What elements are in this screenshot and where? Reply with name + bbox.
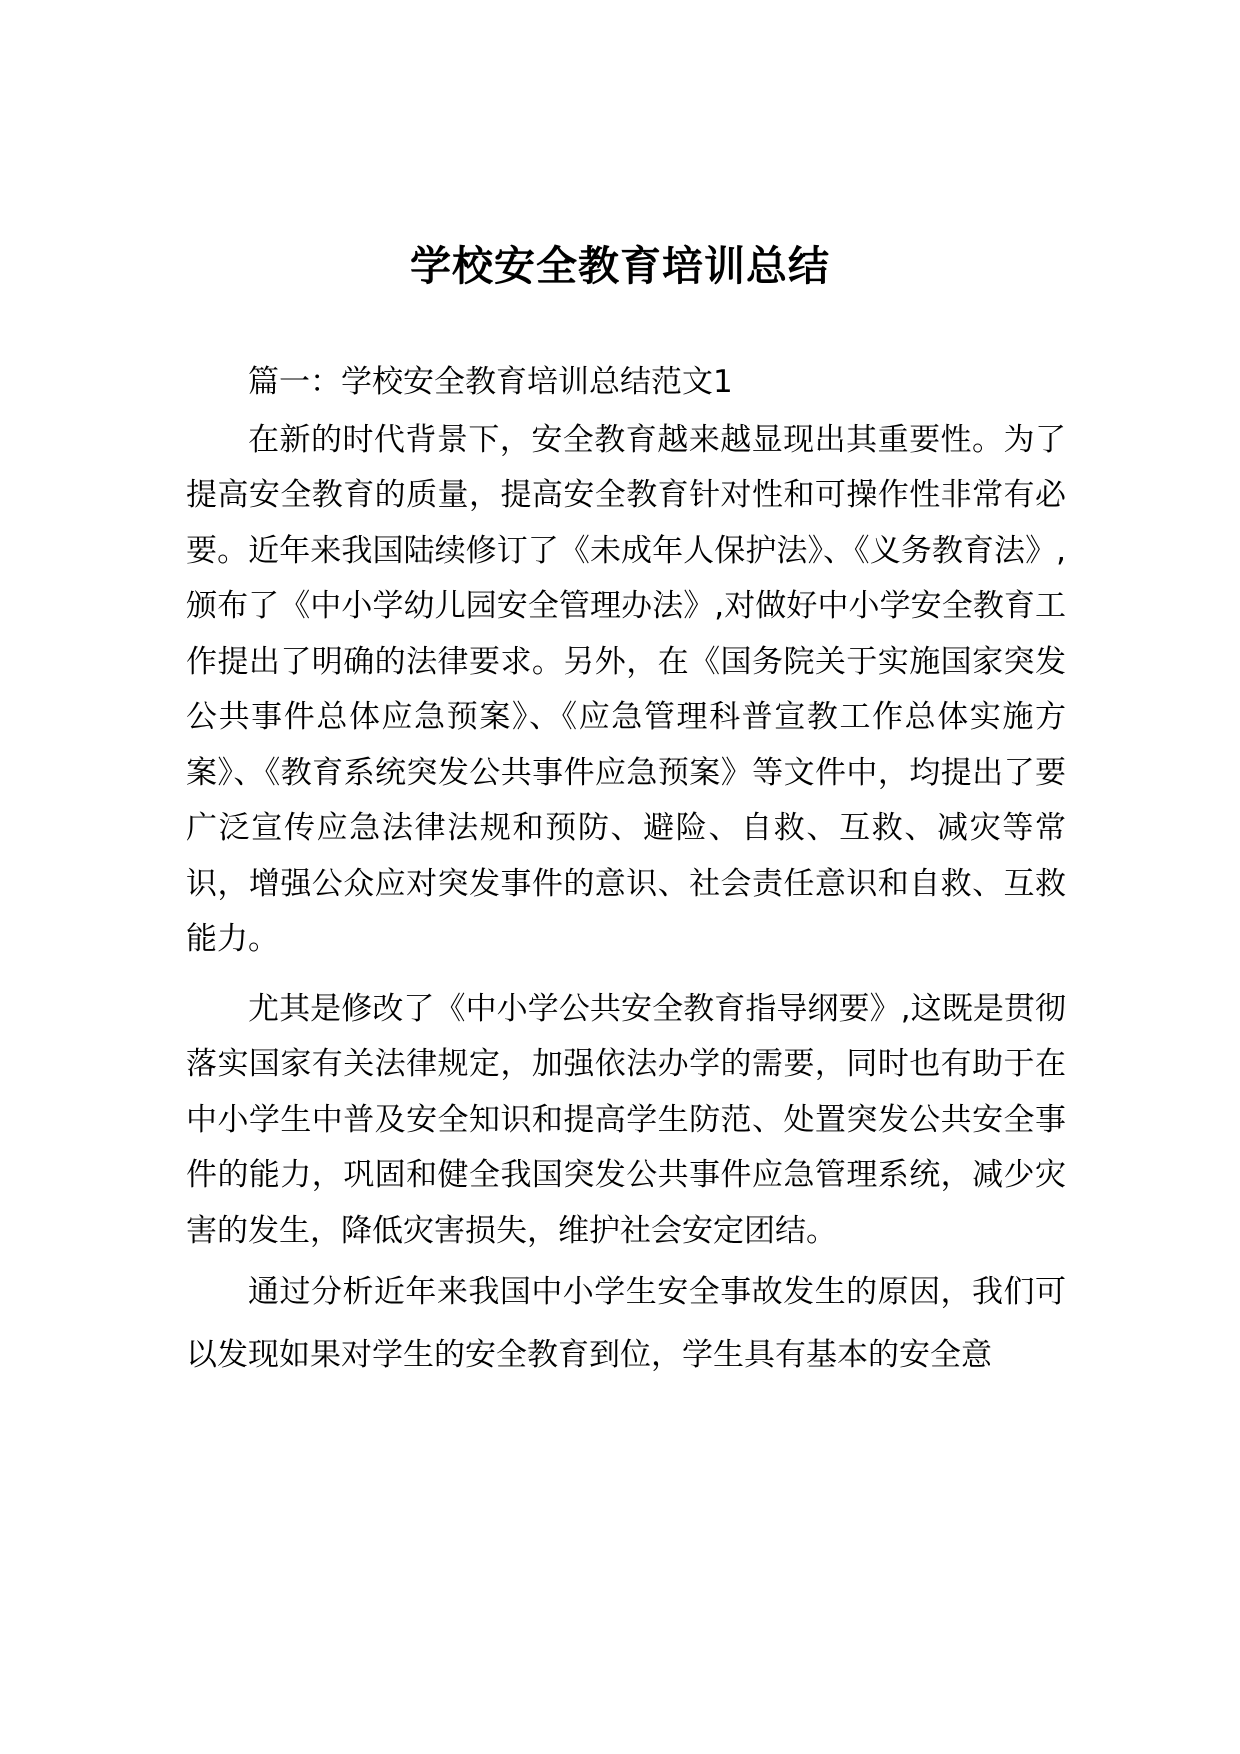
body-paragraph-1: 在新的时代背景下，安全教育越来越显现出其重要性。为了提高安全教育的质量，提高安全教育针对性和可操作性非常有必要。近年来我国陆续修订了《未成年人保护法》、《义务教育法》,颁布了《中小学幼儿园安全管理办法》,对做好中小学安全教育工作提出了明确的法律要求。另外，在《国务院关于实施国家突发公共事件总体应急预案》、《应急管理科普宣教工作总体实施方案》、《教育系统突发公共事件应急预案》等文件中，均提出了要广泛宣传应急法律法规和预防、避险、自救、互救、减灾等常识，增强公众应对突发事件的意识、社会责任意识和自救、互救能力。 bbox=[186, 421, 1066, 957]
document-title: 学校安全教育培训总结 bbox=[410, 242, 830, 290]
document-body bbox=[186, 355, 1066, 1387]
body-paragraph-2: 尤其是修改了《中小学公共安全教育指导纲要》,这既是贯彻落实国家有关法律规定，加强依法办学的需要，同时也有助于在中小学生中普及安全知识和提高学生防范、处置突发公共安全事件的能力，巩固和健全我国突发公共事件应急管理系统，减少灾害的发生，降低灾害损失，维护社会安定团结。 bbox=[186, 990, 1066, 1249]
body-paragraph-3: 通过分析近年来我国中小学生安全事故发生的原因，我们可以发现如果对学生的安全教育到位，学生具有基本的安全意 bbox=[186, 1274, 1066, 1373]
section-subtitle: 篇一：学校安全教育培训总结范文1 bbox=[248, 364, 733, 400]
